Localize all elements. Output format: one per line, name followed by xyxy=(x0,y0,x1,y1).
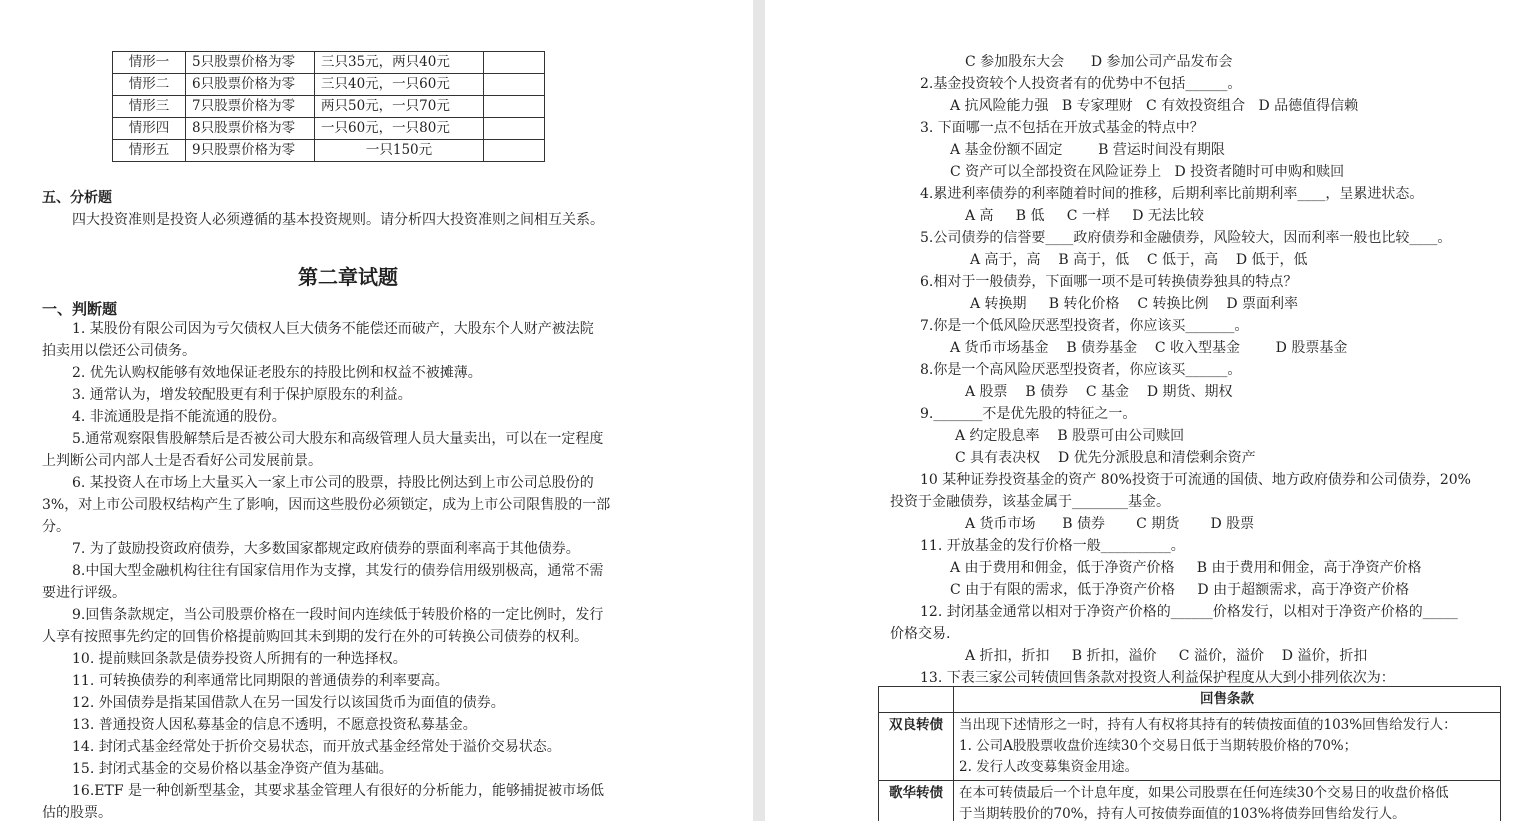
analysis-heading: 五、分析题 xyxy=(42,190,112,206)
question-line: 6. 某投资人在市场上大量买入一家上市公司的股票，持股比例达到上市公司总股份的 xyxy=(72,475,594,491)
clause-line: 当出现下述情形之一时，持有人有权将其持有的转债按面值的103%回售给发行人： xyxy=(959,717,1457,733)
resale-row xyxy=(879,781,1501,821)
scenario-cell xyxy=(484,140,545,162)
scenario-cell: 情形三 xyxy=(113,96,186,118)
resale-clause-table xyxy=(878,686,1501,821)
judgement-heading: 一、判断题 xyxy=(42,300,118,318)
question-line: 8.你是一个高风险厌恶型投资者，你应该买______。 xyxy=(920,362,1242,378)
question-line: A 高 B 低 C 一样 D 无法比较 xyxy=(965,208,1204,224)
scenario-cell: 情形五 xyxy=(113,140,186,162)
scenario-row xyxy=(113,118,545,140)
clause-line: 在本可转债最后一个计息年度，如果公司股票在任何连续30个交易日的收盘价格低 xyxy=(959,785,1449,801)
question-line: 11. 可转换债券的利率通常比同期限的普通债券的利率要高。 xyxy=(72,673,449,689)
question-line: 2.基金投资较个人投资者有的优势中不包括______。 xyxy=(920,76,1242,92)
question-line: 5.通常观察限售股解禁后是否被公司大股东和高级管理人员大量卖出，可以在一定程度 xyxy=(72,431,604,447)
scenario-cell: 情形四 xyxy=(113,118,186,140)
question-line: A 由于费用和佣金，低于净资产价格 B 由于费用和佣金，高于净资产价格 xyxy=(950,560,1422,576)
scenario-cell: 三只40元，一只60元 xyxy=(315,74,484,96)
question-line: 估的股票。 xyxy=(42,805,112,821)
bond-name: 歌华转债 xyxy=(879,781,954,821)
question-line: C 由于有限的需求，低于净资产价格 D 由于超额需求，高于净资产价格 xyxy=(950,582,1410,598)
clause-line: 1. 公司A股股票收盘价连续30个交易日低于当期转股价格的70%； xyxy=(959,738,1358,754)
question-line: 14. 封闭式基金经常处于折价交易状态，而开放式基金经常处于溢价交易状态。 xyxy=(72,739,561,755)
question-line: 分。 xyxy=(42,519,70,535)
left-page xyxy=(0,0,753,821)
question-line: 5.公司债券的信誉要____政府债券和金融债券，风险较大，因而利率一般也比较____。 xyxy=(920,230,1452,246)
page-gutter xyxy=(753,0,765,821)
question-line: 投资于金融债券，该基金属于________基金。 xyxy=(890,494,1170,510)
question-line: 7. 为了鼓励投资政府债券，大多数国家都规定政府债券的票面利率高于其他债券。 xyxy=(72,541,580,557)
question-line: A 抗风险能力强 B 专家理财 C 有效投资组合 D 品德值得信赖 xyxy=(950,98,1359,114)
question-line: 1. 某股份有限公司因为亏欠债权人巨大债务不能偿还而破产，大股东个人财产被法院 xyxy=(72,321,594,337)
question-line: 拍卖用以偿还公司债务。 xyxy=(42,343,196,359)
question-line: 价格交易. xyxy=(890,626,951,642)
question-line: A 折扣，折扣 B 折扣，溢价 C 溢价，溢价 D 溢价，折扣 xyxy=(965,648,1368,664)
resale-clause xyxy=(954,781,1501,821)
question-line: 7.你是一个低风险厌恶型投资者，你应该买_______。 xyxy=(920,318,1249,334)
question-line: A 约定股息率 B 股票可由公司赎回 xyxy=(955,428,1185,444)
scenario-row xyxy=(113,96,545,118)
question-line: 3%，对上市公司股权结构产生了影响，因而这些股份必须锁定，成为上市公司限售股的一部 xyxy=(42,497,611,513)
question-line: 10 某种证券投资基金的资产 80%投资于可流通的国债、地方政府债券和公司债券，20% xyxy=(920,472,1471,488)
question-line: 上判断公司内部人士是否看好公司发展前景。 xyxy=(42,453,322,469)
question-line: C 参加股东大会 D 参加公司产品发布会 xyxy=(965,54,1233,70)
scenario-cell: 7只股票价格为零 xyxy=(186,96,315,118)
scenario-cell: 9只股票价格为零 xyxy=(186,140,315,162)
question-line: A 高于，高 B 高于，低 C 低于，高 D 低于，低 xyxy=(970,252,1308,268)
question-line: 13. 下表三家公司转债回售条款对投资人利益保护程度从大到小排列依次为： xyxy=(920,670,1395,686)
question-line: A 转换期 B 转化价格 C 转换比例 D 票面利率 xyxy=(970,296,1298,312)
scenario-table xyxy=(112,51,545,162)
question-line: 9._______不是优先股的特征之一。 xyxy=(920,406,1137,422)
question-line: 8.中国大型金融机构往往有国家信用作为支撑，其发行的债券信用级别极高，通常不需 xyxy=(72,563,604,579)
question-line: 4.累进利率债券的利率随着时间的推移，后期利率比前期利率____，呈累进状态。 xyxy=(920,186,1424,202)
question-line: 4. 非流通股是指不能流通的股份。 xyxy=(72,409,286,425)
scenario-cell: 两只50元，一只70元 xyxy=(315,96,484,118)
bond-name: 双良转债 xyxy=(879,713,954,781)
question-line: 10. 提前赎回条款是债券投资人所拥有的一种选择权。 xyxy=(72,651,407,667)
chapter-title: 第二章试题 xyxy=(298,265,398,289)
question-line: A 货币市场 B 债券 C 期货 D 股票 xyxy=(965,516,1255,532)
clause-line: 2. 发行人改变募集资金用途。 xyxy=(959,759,1139,775)
scenario-cell xyxy=(484,96,545,118)
resale-row xyxy=(879,713,1501,781)
resale-clause xyxy=(954,713,1501,781)
question-line: 12. 封闭基金通常以相对于净资产价格的______价格发行，以相对于净资产价格的_____ xyxy=(920,604,1458,620)
question-line: 9.回售条款规定，当公司股票价格在一段时间内连续低于转股价格的一定比例时，发行 xyxy=(72,607,604,623)
question-line: A 货币市场基金 B 债券基金 C 收入型基金 D 股票基金 xyxy=(950,340,1348,356)
scenario-cell: 情形一 xyxy=(113,52,186,74)
table-corner-cell xyxy=(879,687,954,713)
right-page xyxy=(765,0,1523,821)
question-line: 12. 外国债券是指某国借款人在另一国发行以该国货币为面值的债券。 xyxy=(72,695,505,711)
question-line: 要进行评级。 xyxy=(42,585,126,601)
question-line: 2. 优先认购权能够有效地保证老股东的持股比例和权益不被摊薄。 xyxy=(72,365,482,381)
scenario-cell xyxy=(484,52,545,74)
scenario-cell: 一只60元，一只80元 xyxy=(315,118,484,140)
scenario-cell: 6只股票价格为零 xyxy=(186,74,315,96)
question-line: 15. 封闭式基金的交易价格以基金净资产值为基础。 xyxy=(72,761,393,777)
question-line: A 股票 B 债券 C 基金 D 期货、期权 xyxy=(965,384,1233,400)
scenario-cell: 三只35元，两只40元 xyxy=(315,52,484,74)
question-line: C 具有表决权 D 优先分派股息和清偿剩余资产 xyxy=(955,450,1256,466)
analysis-text: 四大投资准则是投资人必须遵循的基本投资规则。请分析四大投资准则之间相互关系。 xyxy=(72,212,604,228)
question-line: 16.ETF 是一种创新型基金，其要求基金管理人有很好的分析能力，能够捕捉被市场低 xyxy=(72,783,604,799)
question-line: 6.相对于一般债券，下面哪一项不是可转换债券独具的特点？ xyxy=(920,274,1298,290)
question-line: 3. 通常认为，增发较配股更有利于保护原股东的利益。 xyxy=(72,387,412,403)
scenario-cell xyxy=(484,74,545,96)
question-line: 3. 下面哪一点不包括在开放式基金的特点中？ xyxy=(920,120,1204,136)
scenario-row xyxy=(113,52,545,74)
question-line: 11. 开放基金的发行价格一般__________。 xyxy=(920,538,1185,554)
question-line: 13. 普通投资人因私募基金的信息不透明，不愿意投资私募基金。 xyxy=(72,717,477,733)
scenario-cell: 情形二 xyxy=(113,74,186,96)
scenario-row xyxy=(113,140,545,162)
question-line: A 基金份额不固定 B 营运时间没有期限 xyxy=(950,142,1225,158)
clause-line: 于当期转股价的70%，持有人可按债券面值的103%将债券回售给发行人。 xyxy=(959,806,1406,821)
question-line: C 资产可以全部投资在风险证券上 D 投资者随时可申购和赎回 xyxy=(950,164,1345,180)
scenario-cell: 5只股票价格为零 xyxy=(186,52,315,74)
resale-header: 回售条款 xyxy=(954,687,1501,713)
scenario-cell xyxy=(484,118,545,140)
scenario-cell: 一只150元 xyxy=(315,140,484,162)
scenario-cell: 8只股票价格为零 xyxy=(186,118,315,140)
question-line: 人享有按照事先约定的回售价格提前购回其未到期的发行在外的可转换公司债券的权利。 xyxy=(42,629,588,645)
scenario-row xyxy=(113,74,545,96)
